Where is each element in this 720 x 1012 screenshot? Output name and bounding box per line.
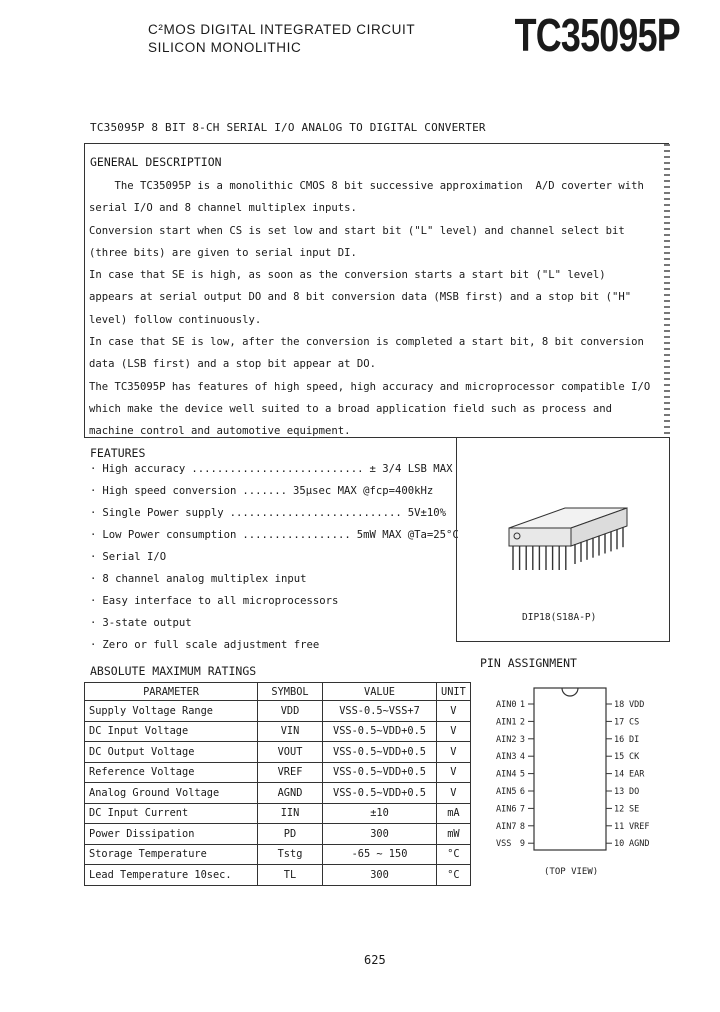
pin-number-left: 5: [519, 769, 525, 780]
ratings-title: ABSOLUTE MAXIMUM RATINGS: [90, 664, 257, 678]
feature-name: High speed conversion: [102, 485, 237, 497]
feature-value: 5V±10%: [407, 507, 447, 519]
description-line: In case that SE is low, after the conversion is completed a start bit, 8 bit conversion: [89, 336, 644, 349]
pin-name-left: AIN2: [496, 734, 517, 745]
ratings-cell-unit: V: [437, 742, 471, 763]
ratings-cell-value: VSS-0.5~VDD+0.5: [323, 742, 437, 763]
ratings-header-parameter: PARAMETER: [85, 683, 258, 701]
pin-assignment-title: PIN ASSIGNMENT: [480, 656, 577, 670]
part-number: TC35095P: [514, 9, 680, 61]
ratings-cell-symbol: IIN: [258, 803, 323, 824]
pin-name-right: EAR: [629, 769, 645, 780]
ratings-row: [85, 824, 471, 845]
pin-number-right: 10: [614, 839, 625, 850]
ratings-row: [85, 742, 471, 763]
description-line: appears at serial output DO and 8 bit conversion data (MSB first) and a stop bit ("H": [89, 291, 632, 304]
feature-item: [90, 463, 452, 475]
pin-number-right: 12: [614, 804, 625, 815]
pin-name-left: VSS: [496, 839, 512, 850]
features-title: FEATURES: [90, 446, 146, 460]
pin-name-right: DI: [629, 734, 640, 745]
feature-bullet: ·: [90, 507, 97, 519]
dip-package-drawing: [457, 438, 669, 641]
description-line: serial I/O and 8 channel multiplex inputs.: [89, 202, 357, 215]
ratings-row: [85, 844, 471, 865]
header-line-1: C²MOS DIGITAL INTEGRATED CIRCUIT: [148, 22, 416, 37]
feature-bullet: ·: [90, 595, 97, 607]
ratings-row: [85, 762, 471, 783]
ratings-cell-unit: V: [437, 721, 471, 742]
feature-leader-dots: .......: [242, 485, 287, 497]
page-number: 625: [364, 953, 386, 967]
ratings-row: [85, 701, 471, 722]
feature-item: [90, 573, 307, 585]
description-line: In case that SE is high, as soon as the conversion starts a start bit ("L" level): [89, 269, 606, 282]
feature-bullet: ·: [90, 463, 97, 475]
feature-value: 5mW MAX @Ta=25°C: [356, 529, 459, 541]
pin-number-left: 3: [519, 734, 525, 745]
package-figure-box: [456, 437, 670, 642]
ratings-row: [85, 721, 471, 742]
document-subtitle: TC35095P 8 BIT 8-CH SERIAL I/O ANALOG TO DIGITAL CONVERTER: [90, 121, 486, 134]
feature-value: 35μsec MAX @fcp=400kHz: [292, 485, 434, 497]
ratings-cell-symbol: VREF: [258, 762, 323, 783]
ratings-cell-value: ±10: [323, 803, 437, 824]
pin-name-right: AGND: [629, 839, 650, 850]
pin-assignment-figure: [456, 674, 668, 884]
ratings-row: [85, 803, 471, 824]
pin-number-left: 6: [519, 787, 525, 797]
description-line: The TC35095P is a monolithic CMOS 8 bit successive approximation A/D coverter with: [89, 180, 644, 192]
feature-name: Serial I/O: [102, 551, 167, 563]
feature-leader-dots: ...........................: [191, 463, 364, 475]
pin-name-right: CK: [629, 752, 640, 763]
feature-name: 8 channel analog multiplex input: [102, 573, 307, 585]
ratings-cell-parameter: Lead Temperature 10sec.: [85, 865, 258, 886]
ratings-cell-unit: °C: [437, 844, 471, 865]
pin-number-left: 7: [519, 804, 525, 815]
feature-leader-dots: .................: [242, 529, 351, 541]
feature-item: [90, 595, 338, 607]
feature-bullet: ·: [90, 573, 97, 585]
general-description-text: [89, 175, 650, 443]
pin-name-right: CS: [629, 717, 640, 728]
ratings-cell-parameter: DC Output Voltage: [85, 742, 258, 763]
feature-bullet: ·: [90, 639, 97, 651]
pin-name-right: VREF: [629, 821, 650, 832]
ratings-cell-value: VSS-0.5~VDD+0.5: [323, 783, 437, 804]
ratings-cell-value: 300: [323, 865, 437, 886]
ratings-header-value: VALUE: [323, 683, 437, 701]
ratings-row: [85, 783, 471, 804]
description-line: data (LSB first) and a stop bit appear at DO.: [89, 358, 377, 371]
feature-item: [90, 529, 459, 541]
pin-number-left: 9: [519, 839, 525, 850]
feature-item: [90, 639, 319, 651]
ratings-cell-symbol: VOUT: [258, 742, 323, 763]
ratings-header-unit: UNIT: [437, 683, 471, 701]
pin-number-right: 16: [614, 734, 625, 745]
ratings-cell-parameter: DC Input Current: [85, 803, 258, 824]
pin-name-left: AIN1: [496, 717, 517, 728]
feature-leader-dots: ...........................: [229, 507, 402, 519]
pin-name-left: AIN3: [496, 752, 517, 763]
feature-name: Zero or full scale adjustment free: [102, 639, 320, 651]
feature-bullet: ·: [90, 617, 97, 629]
pin-name-left: AIN5: [496, 787, 517, 797]
ratings-cell-value: -65 ~ 150: [323, 844, 437, 865]
feature-name: Single Power supply: [102, 507, 224, 519]
ratings-header-row: [85, 683, 471, 701]
ratings-cell-value: VSS-0.5~VDD+0.5: [323, 721, 437, 742]
description-line: The TC35095P has features of high speed, high accuracy and microprocessor compatible I/O: [89, 380, 651, 393]
ratings-cell-parameter: Analog Ground Voltage: [85, 783, 258, 804]
pin-name-right: VDD: [629, 700, 645, 710]
ratings-cell-value: VSS-0.5~VSS+7: [323, 701, 437, 722]
feature-item: [90, 551, 166, 563]
pin-assignment-diagram: [456, 674, 668, 884]
feature-item: [90, 507, 446, 519]
pin-name-right: SE: [629, 804, 640, 815]
pin-number-left: 4: [519, 752, 525, 763]
ratings-cell-unit: V: [437, 783, 471, 804]
ratings-cell-unit: °C: [437, 865, 471, 886]
description-line: machine control and automotive equipment.: [89, 425, 351, 438]
pin-number-right: 18: [614, 700, 625, 710]
ratings-cell-parameter: Supply Voltage Range: [85, 701, 258, 722]
ratings-cell-unit: V: [437, 762, 471, 783]
ratings-cell-symbol: Tstg: [258, 844, 323, 865]
description-line: level) follow continuously.: [89, 313, 262, 326]
header-line-2: SILICON MONOLITHIC: [148, 40, 302, 55]
pin-number-right: 15: [614, 752, 625, 763]
general-description-title: GENERAL DESCRIPTION: [90, 155, 222, 169]
ratings-cell-parameter: Reference Voltage: [85, 762, 258, 783]
feature-bullet: ·: [90, 529, 97, 541]
pin-name-right: DO: [629, 787, 640, 797]
top-view-label: (TOP VIEW): [544, 867, 599, 877]
feature-bullet: ·: [90, 485, 97, 497]
feature-value: ± 3/4 LSB MAX: [369, 463, 453, 475]
ratings-header-symbol: SYMBOL: [258, 683, 323, 701]
pin-name-left: AIN6: [496, 804, 517, 815]
pin-name-left: AIN4: [496, 769, 517, 780]
description-line: Conversion start when CS is set low and start bit ("L" level) and channel select bit: [89, 224, 625, 237]
ratings-cell-unit: mA: [437, 803, 471, 824]
pin-name-left: AIN7: [496, 821, 517, 832]
pin-number-right: 17: [614, 717, 625, 728]
ratings-cell-value: 300: [323, 824, 437, 845]
ratings-cell-parameter: Power Dissipation: [85, 824, 258, 845]
pin-number-right: 13: [614, 787, 625, 797]
pin-number-left: 1: [519, 700, 525, 710]
pin-name-left: AIN0: [496, 700, 517, 710]
feature-bullet: ·: [90, 551, 97, 563]
ratings-cell-symbol: AGND: [258, 783, 323, 804]
ic-notch: [562, 688, 578, 696]
pin-number-left: 2: [519, 717, 525, 728]
description-line: which make the device well suited to a broad application field such as process and: [89, 402, 612, 415]
ratings-cell-value: VSS-0.5~VDD+0.5: [323, 762, 437, 783]
pin-number-right: 14: [614, 769, 625, 780]
ratings-cell-parameter: Storage Temperature: [85, 844, 258, 865]
ratings-cell-symbol: VDD: [258, 701, 323, 722]
description-line: (three bits) are given to serial input DI.: [89, 246, 357, 259]
ic-body: [534, 688, 606, 850]
feature-item: [90, 485, 433, 497]
ratings-cell-unit: V: [437, 701, 471, 722]
package-label: DIP18(S18A-P): [522, 612, 597, 623]
ratings-cell-symbol: TL: [258, 865, 323, 886]
ratings-table: [84, 682, 471, 886]
ratings-cell-parameter: DC Input Voltage: [85, 721, 258, 742]
ratings-cell-symbol: PD: [258, 824, 323, 845]
pin-number-left: 8: [519, 821, 525, 832]
feature-name: 3-state output: [102, 617, 192, 629]
pin-number-right: 11: [614, 821, 625, 832]
ratings-row: [85, 865, 471, 886]
feature-name: Low Power consumption: [102, 529, 237, 541]
feature-name: Easy interface to all microprocessors: [102, 595, 339, 607]
ratings-cell-symbol: VIN: [258, 721, 323, 742]
feature-item: [90, 617, 192, 629]
feature-name: High accuracy: [102, 463, 186, 475]
ratings-cell-unit: mW: [437, 824, 471, 845]
